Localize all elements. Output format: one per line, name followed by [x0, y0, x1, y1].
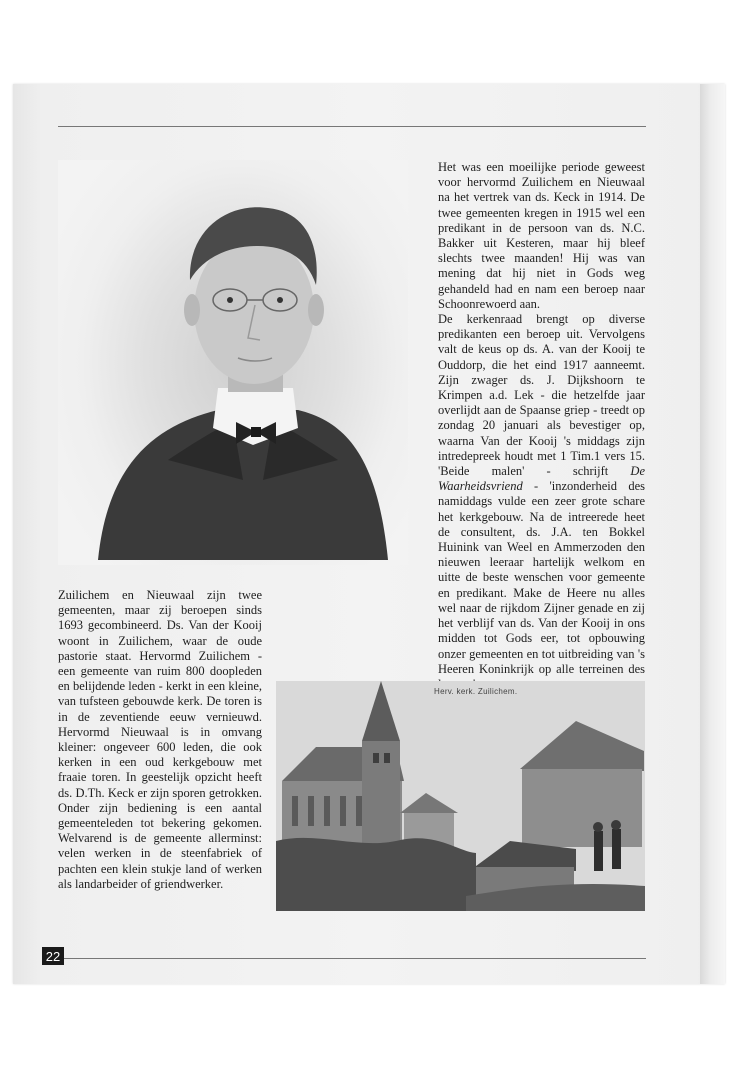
- church-photo: [276, 681, 645, 911]
- church-drawing: [276, 681, 645, 911]
- right-paragraph-1: Het was een moeilijke periode geweest voor hervormd Zuilichem en Nieuwaal na het vertrek van ds. Keck in 1914. De twee gemeenten kregen in 1915 wel een predikant in de persoon van ds. N.C. Bakker uit Kesteren, maar hij bleef slechts twee maanden! Hij was van mening dat hij niet in Gods weg gehandeld had en nam een beroep naar Schoonrewoerd aan.: [438, 160, 645, 311]
- bottom-rule: [64, 958, 646, 959]
- portrait-drawing: [58, 160, 408, 565]
- publication-title: De Waarheidsvriend: [438, 464, 645, 494]
- right-column-text: [438, 160, 645, 692]
- page-edge: [700, 84, 725, 984]
- left-column-text: [58, 588, 262, 892]
- right-paragraph-2-a: De kerkenraad brengt op diverse predikanten een beroep uit. Vervolgens valt de keus op ds. A. van der Kooij te Ouddorp, die het eind 1917 aanneemt. Zijn zwager ds. J. Dijkshoorn te Krimpen a.d. Lek - die hetzelfde jaar overlijdt aan de Spaanse griep - treedt op zondag 20 januari als bevestiger op, waarna Van der Kooij 's middags zijn intredepreek houdt met 1 Tim.1 vers 15. 'Beide malen' - schrijft: [438, 312, 645, 479]
- page-number: 22: [42, 947, 64, 965]
- right-paragraph-2: [438, 312, 645, 692]
- photo-caption: Herv. kerk. Zuilichem.: [434, 687, 518, 696]
- portrait-photo: [58, 160, 408, 565]
- top-rule: [58, 126, 646, 127]
- right-paragraph-2-b: - 'inzonderheid des namiddags vulde een zeer grote schare het kerkgebouw. Na de intreerede heet de consultent, ds. J.A. ten Bokkel Huinink van Weel en Ammerzoden den nieuwen leeraar hartelijk welkom en uitte de beste wenschen voor gemeente en predikant. Make de Heere nu alles wel naar de rijkdom Zijner genade en zij het verblijf van ds. Van der Kooij in ons midden tot Gods eer, tot opbouwing onzer gemeenten en tot uitbreiding van 's Heeren Koninkrijk op alle terreinen des: [438, 479, 645, 676]
- left-paragraph: Zuilichem en Nieuwaal zijn twee gemeenten, maar zij beroepen sinds 1693 gecombineerd. Ds. Van der Kooij woont in Zuilichem, waar de oude pastorie staat. Hervormd Zuilichem - een gemeente van ruim 800 doopleden en belijdende leden - kerkt in een kleine, van tufsteen gebouwde kerk. De toren is in de zeventiende eeuw vernieuwd. Hervormd Nieuwaal is in omvang kleiner: ongeveer 600 leden, die ook kerken in een oud kerkgebouw met fraaie toren. In geestelijk opzicht heeft ds. D.Th. Keck er zijn sporen getrokken. Onder zijn bediening is een aantal gemeenteleden tot bekering gekomen. Welvarend is de gemeente allerminst: velen werken in de steenfabriek of pachten een klein stukje land of werken als landarbeider of griendwerker.: [58, 588, 262, 891]
